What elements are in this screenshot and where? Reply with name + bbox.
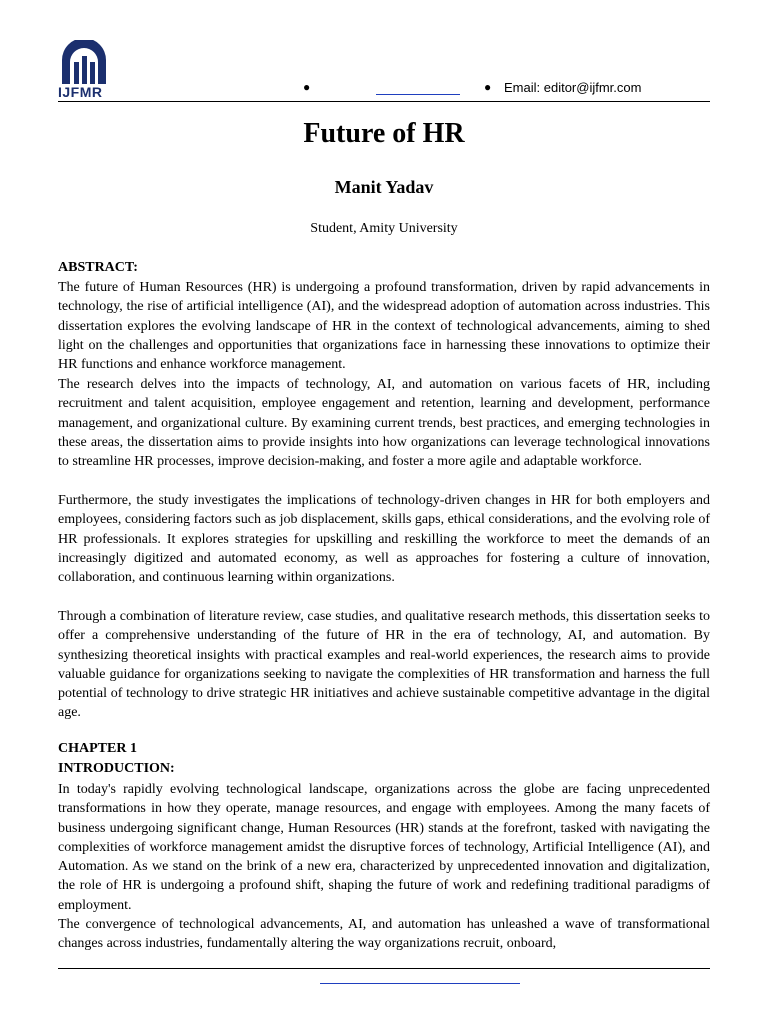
author-name: Manit Yadav [334, 177, 434, 197]
abstract-paragraph: The future of Human Resources (HR) is undergoing a profound transformation, driven by rapid advancements in technology, the rise of artificial intelligence (AI), and the widespread adoption of automation across industries. This dissertation explores the evolving landscape of HR in the context of technological advancements, aiming to shed light on the challenges and opportunities that organizations face in harnessing these innovations to optimize their HR functions and enhance workforce management. [58, 280, 710, 373]
abstract-paragraph: Through a combination of literature review, case studies, and qualitative research methods, this dissertation seeks to offer a comprehensive understanding of the future of HR in the era of technology, AI, and automation. By synthesizing theoretical insights with practical examples and real-world experiences, the research aims to provide valuable guidance for organizations seeking to navigate the complexities of HR transformation and harness the full potential of technology to drive strategic HR initiatives and achieve sustainable competitive advantage in the digital age. [58, 609, 710, 721]
header-website-link[interactable] [376, 82, 460, 95]
logo-text: IJFMR [58, 84, 103, 100]
introduction-paragraph: The convergence of technological advancements, AI, and automation has unleashed a wave of transformational changes across industries, fundamentally altering the way organizations recruit, onboard, [58, 917, 710, 952]
introduction-paragraph: In today's rapidly evolving technological landscape, organizations across the globe are facing unprecedented transformations in how they operate, manage resources, and engage with employees. Among the many facets of business undergoing significant change, Human Resources (HR) stands at the forefront, tasked with navigating the complexities of workforce management amidst the disruptive forces of technology, Artificial Intelligence (AI), and Automation. As we stand on the brink of a new era, characterized by unprecedented innovation and digitalization, the role of HR is undergoing a profound shift, shaping the future of work and redefining traditional paradigms of employment. [58, 782, 710, 913]
footer-link[interactable] [320, 973, 520, 984]
header-bullet: ● [303, 80, 311, 94]
author-affiliation: Student, Amity University [310, 221, 458, 236]
introduction-heading: INTRODUCTION: [58, 761, 175, 776]
footer-divider [58, 968, 710, 969]
abstract-heading: ABSTRACT: [58, 260, 138, 275]
abstract-paragraph: The research delves into the impacts of technology, AI, and automation on various facets of HR, including recruitment and talent acquisition, employee engagement and retention, learning and development, performance management, and organizational culture. By examining current trends, best practices, and emerging technologies in these areas, the dissertation aims to provide insights into how organizations can leverage technological innovations to streamline HR processes, improve decision-making, and foster a more agile and adaptable workforce. [58, 377, 710, 470]
header-email[interactable]: Email: editor@ijfmr.com [504, 80, 642, 95]
header-divider [58, 101, 710, 102]
header-bullet: ● [484, 80, 492, 94]
abstract-paragraph: Furthermore, the study investigates the implications of technology-driven changes in HR for both employers and employees, considering factors such as job displacement, skills gaps, ethical considerations, and the evolving role of HR professionals. It explores strategies for upskilling and reskilling the workforce to meet the demands of an increasingly digitized and automated economy, as well as approaches for fostering a culture of innovation, collaboration, and continuous learning within organizations. [58, 493, 710, 586]
chapter-heading: CHAPTER 1 [58, 741, 137, 756]
paper-title: Future of HR [303, 118, 465, 149]
